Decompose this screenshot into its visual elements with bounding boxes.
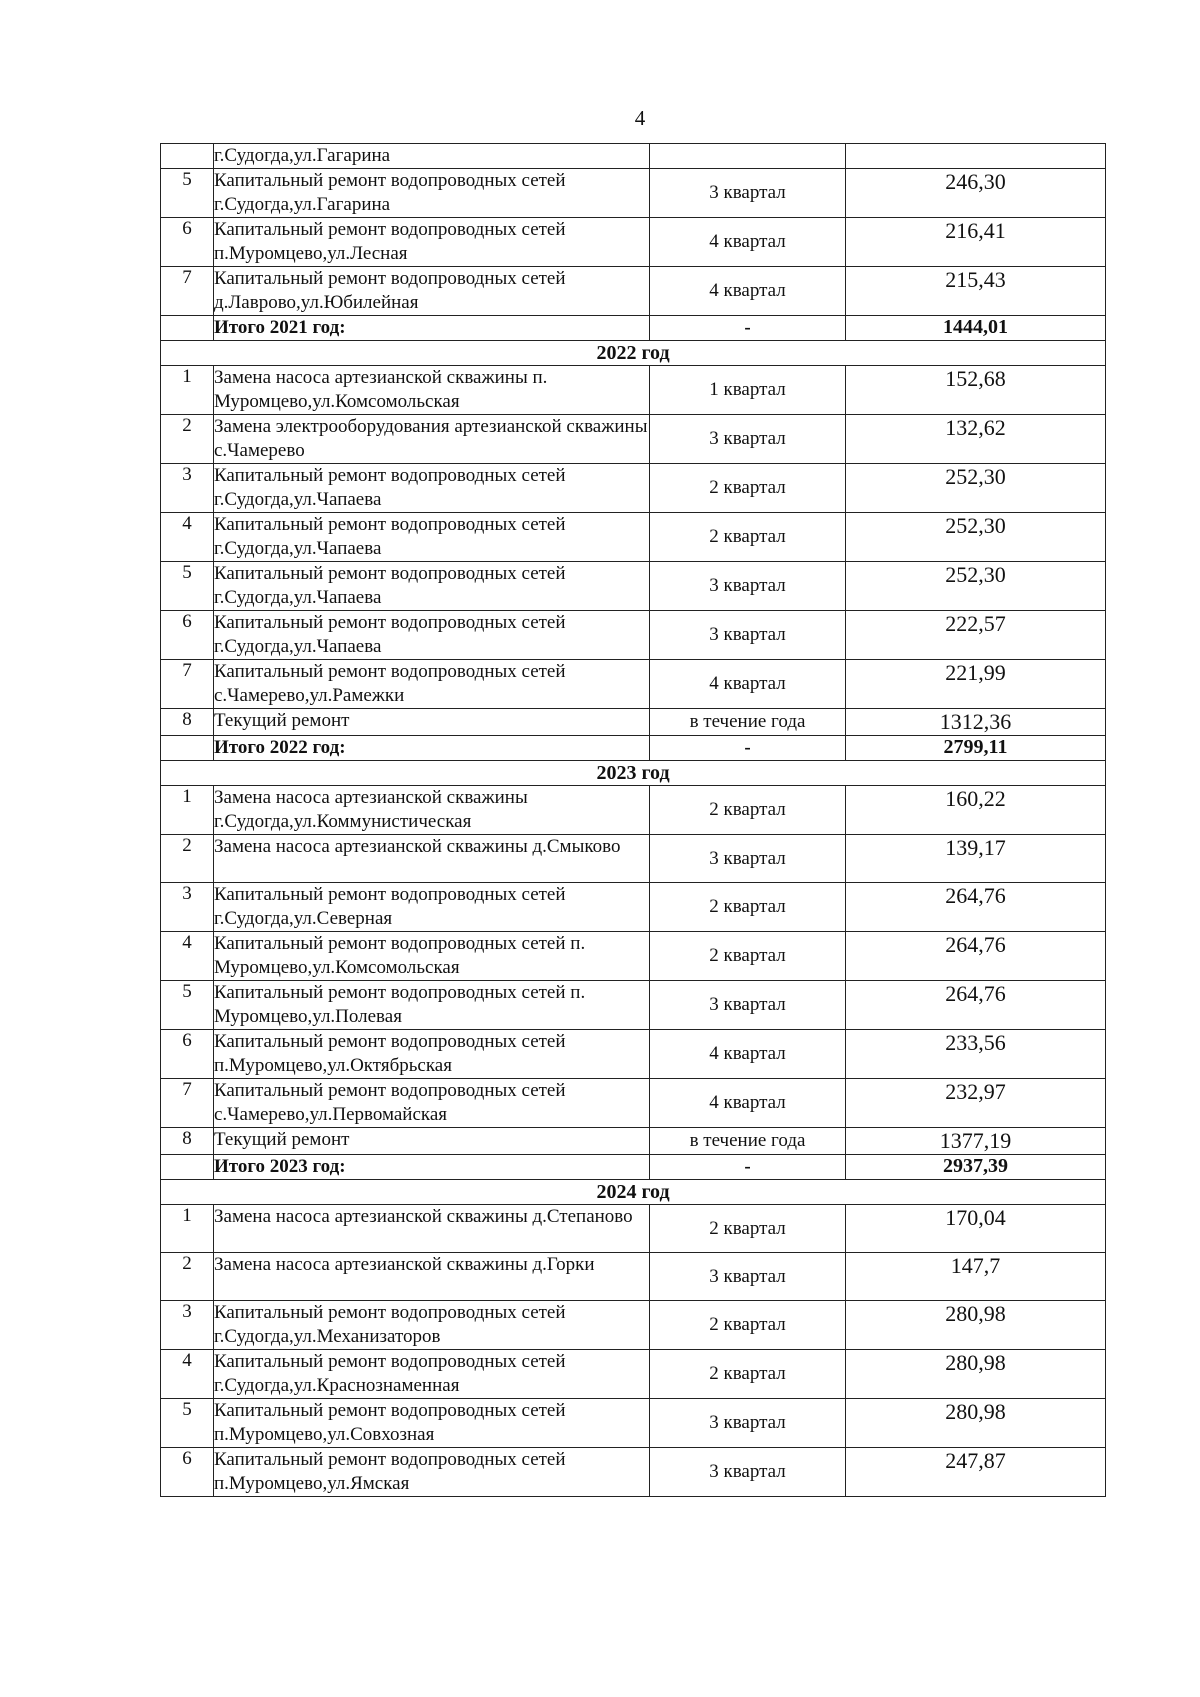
table-row xyxy=(161,981,1106,1030)
work-term: 4 квартал xyxy=(650,218,846,267)
table-row xyxy=(161,932,1106,981)
work-term: 4 квартал xyxy=(650,660,846,709)
work-term: 2 квартал xyxy=(650,513,846,562)
table-row xyxy=(161,611,1106,660)
total-sum: 2799,11 xyxy=(846,736,1106,761)
row-number: 6 xyxy=(161,1030,214,1079)
total-sum: 1444,01 xyxy=(846,316,1106,341)
total-row xyxy=(161,1155,1106,1180)
work-name: Капитальный ремонт водопроводных сетей г.Судогда,ул.Чапаева xyxy=(214,513,650,562)
work-sum: 160,22 xyxy=(846,786,1106,835)
work-sum: 1377,19 xyxy=(846,1128,1106,1155)
year-label: 2022 год xyxy=(161,341,1106,366)
work-name: Замена насоса артезианской скважины д.Степаново xyxy=(214,1205,650,1253)
work-sum xyxy=(846,144,1106,169)
work-term: 2 квартал xyxy=(650,883,846,932)
year-header-row xyxy=(161,341,1106,366)
work-term: 2 квартал xyxy=(650,786,846,835)
table-row xyxy=(161,464,1106,513)
row-number: 6 xyxy=(161,611,214,660)
work-sum: 132,62 xyxy=(846,415,1106,464)
total-label: Итого 2021 год: xyxy=(214,316,650,341)
work-name: Замена насоса артезианской скважины п. Муромцево,ул.Комсомольская xyxy=(214,366,650,415)
work-sum: 170,04 xyxy=(846,1205,1106,1253)
table-row xyxy=(161,169,1106,218)
table-row xyxy=(161,1399,1106,1448)
work-sum: 233,56 xyxy=(846,1030,1106,1079)
work-sum: 232,97 xyxy=(846,1079,1106,1128)
work-sum: 147,7 xyxy=(846,1253,1106,1301)
table-row xyxy=(161,1128,1106,1155)
year-header-row xyxy=(161,761,1106,786)
work-term: 3 квартал xyxy=(650,835,846,883)
table-row xyxy=(161,660,1106,709)
work-name: Капитальный ремонт водопроводных сетей г.Судогда,ул.Чапаева xyxy=(214,562,650,611)
work-name: Капитальный ремонт водопроводных сетей п. Муромцево,ул.Комсомольская xyxy=(214,932,650,981)
work-sum: 280,98 xyxy=(846,1399,1106,1448)
work-term: в течение года xyxy=(650,709,846,736)
work-term: 3 квартал xyxy=(650,981,846,1030)
work-name: Капитальный ремонт водопроводных сетей г.Судогда,ул.Чапаева xyxy=(214,611,650,660)
work-sum: 247,87 xyxy=(846,1448,1106,1497)
work-term: 3 квартал xyxy=(650,611,846,660)
row-number: 8 xyxy=(161,709,214,736)
row-number: 7 xyxy=(161,267,214,316)
row-number xyxy=(161,144,214,169)
work-name: Капитальный ремонт водопроводных сетей г.Судогда,ул.Северная xyxy=(214,883,650,932)
row-number: 3 xyxy=(161,464,214,513)
work-name: Капитальный ремонт водопроводных сетей с.Чамерево,ул.Рамежки xyxy=(214,660,650,709)
table-row xyxy=(161,709,1106,736)
work-term: 4 квартал xyxy=(650,1030,846,1079)
row-number: 1 xyxy=(161,366,214,415)
total-term: - xyxy=(650,736,846,761)
work-term: 3 квартал xyxy=(650,1253,846,1301)
row-number: 2 xyxy=(161,835,214,883)
work-term: 4 квартал xyxy=(650,267,846,316)
work-sum: 280,98 xyxy=(846,1301,1106,1350)
row-number: 2 xyxy=(161,415,214,464)
row-number: 3 xyxy=(161,1301,214,1350)
work-name: Текущий ремонт xyxy=(214,1128,650,1155)
work-term xyxy=(650,144,846,169)
work-name: Капитальный ремонт водопроводных сетей г.Судогда,ул.Краснознаменная xyxy=(214,1350,650,1399)
work-term: 3 квартал xyxy=(650,1399,846,1448)
year-label: 2023 год xyxy=(161,761,1106,786)
total-label: Итого 2023 год: xyxy=(214,1155,650,1180)
work-sum: 264,76 xyxy=(846,883,1106,932)
table-row xyxy=(161,415,1106,464)
table-row xyxy=(161,835,1106,883)
table-row xyxy=(161,883,1106,932)
work-name: Капитальный ремонт водопроводных сетей г.Судогда,ул.Гагарина xyxy=(214,169,650,218)
table-row xyxy=(161,786,1106,835)
row-number: 4 xyxy=(161,1350,214,1399)
work-sum: 280,98 xyxy=(846,1350,1106,1399)
table-row xyxy=(161,366,1106,415)
table-row xyxy=(161,513,1106,562)
page-number: 4 xyxy=(634,106,646,130)
table-row xyxy=(161,1079,1106,1128)
work-term: 3 квартал xyxy=(650,562,846,611)
work-sum: 264,76 xyxy=(846,981,1106,1030)
work-sum: 264,76 xyxy=(846,932,1106,981)
work-sum: 252,30 xyxy=(846,513,1106,562)
work-term: 3 квартал xyxy=(650,169,846,218)
work-name: Текущий ремонт xyxy=(214,709,650,736)
work-sum: 215,43 xyxy=(846,267,1106,316)
table-row xyxy=(161,1350,1106,1399)
work-sum: 222,57 xyxy=(846,611,1106,660)
work-term: 1 квартал xyxy=(650,366,846,415)
work-sum: 246,30 xyxy=(846,169,1106,218)
work-term: 4 квартал xyxy=(650,1079,846,1128)
row-number: 1 xyxy=(161,1205,214,1253)
total-label: Итого 2022 год: xyxy=(214,736,650,761)
work-term: 2 квартал xyxy=(650,464,846,513)
row-number: 5 xyxy=(161,562,214,611)
works-table-body xyxy=(161,144,1106,1497)
total-term: - xyxy=(650,1155,846,1180)
row-number: 7 xyxy=(161,660,214,709)
total-number xyxy=(161,1155,214,1180)
table-row xyxy=(161,144,1106,169)
row-number: 7 xyxy=(161,1079,214,1128)
table-row xyxy=(161,218,1106,267)
row-number: 5 xyxy=(161,169,214,218)
work-sum: 252,30 xyxy=(846,464,1106,513)
work-name: Капитальный ремонт водопроводных сетей п. Муромцево,ул.Полевая xyxy=(214,981,650,1030)
table-row xyxy=(161,1448,1106,1497)
work-term: 2 квартал xyxy=(650,1350,846,1399)
work-name: Капитальный ремонт водопроводных сетей д.Лаврово,ул.Юбилейная xyxy=(214,267,650,316)
table-row xyxy=(161,1030,1106,1079)
row-number: 4 xyxy=(161,932,214,981)
work-term: 3 квартал xyxy=(650,1448,846,1497)
work-name: Капитальный ремонт водопроводных сетей п.Муромцево,ул.Совхозная xyxy=(214,1399,650,1448)
work-term: 2 квартал xyxy=(650,1301,846,1350)
work-name: Замена насоса артезианской скважины д.Горки xyxy=(214,1253,650,1301)
row-number: 5 xyxy=(161,981,214,1030)
row-number: 6 xyxy=(161,1448,214,1497)
row-number: 5 xyxy=(161,1399,214,1448)
work-name: Капитальный ремонт водопроводных сетей г.Судогда,ул.Чапаева xyxy=(214,464,650,513)
work-sum: 221,99 xyxy=(846,660,1106,709)
table-row xyxy=(161,1301,1106,1350)
work-sum: 216,41 xyxy=(846,218,1106,267)
work-name: Капитальный ремонт водопроводных сетей п.Муромцево,ул.Ямская xyxy=(214,1448,650,1497)
work-name: Капитальный ремонт водопроводных сетей г.Судогда,ул.Механизаторов xyxy=(214,1301,650,1350)
work-name: Капитальный ремонт водопроводных сетей с.Чамерево,ул.Первомайская xyxy=(214,1079,650,1128)
table-row xyxy=(161,267,1106,316)
work-term: в течение года xyxy=(650,1128,846,1155)
table-row xyxy=(161,1253,1106,1301)
work-name: Замена насоса артезианской скважины г.Судогда,ул.Коммунистическая xyxy=(214,786,650,835)
table-row xyxy=(161,1205,1106,1253)
total-row xyxy=(161,316,1106,341)
row-number: 2 xyxy=(161,1253,214,1301)
table-row xyxy=(161,562,1106,611)
work-term: 3 квартал xyxy=(650,415,846,464)
work-name: Замена электрооборудования артезианской скважины с.Чамерево xyxy=(214,415,650,464)
work-term: 2 квартал xyxy=(650,1205,846,1253)
work-sum: 152,68 xyxy=(846,366,1106,415)
work-name: Замена насоса артезианской скважины д.Смыково xyxy=(214,835,650,883)
work-sum: 139,17 xyxy=(846,835,1106,883)
row-number: 6 xyxy=(161,218,214,267)
row-number: 4 xyxy=(161,513,214,562)
total-number xyxy=(161,316,214,341)
work-name: Капитальный ремонт водопроводных сетей п.Муромцево,ул.Октябрьская xyxy=(214,1030,650,1079)
year-label: 2024 год xyxy=(161,1180,1106,1205)
total-term: - xyxy=(650,316,846,341)
row-number: 3 xyxy=(161,883,214,932)
work-sum: 252,30 xyxy=(846,562,1106,611)
works-table xyxy=(160,143,1106,1497)
total-row xyxy=(161,736,1106,761)
work-sum: 1312,36 xyxy=(846,709,1106,736)
work-name: г.Судогда,ул.Гагарина xyxy=(214,144,650,169)
row-number: 1 xyxy=(161,786,214,835)
work-term: 2 квартал xyxy=(650,932,846,981)
row-number: 8 xyxy=(161,1128,214,1155)
total-sum: 2937,39 xyxy=(846,1155,1106,1180)
total-number xyxy=(161,736,214,761)
work-name: Капитальный ремонт водопроводных сетей п.Муромцево,ул.Лесная xyxy=(214,218,650,267)
year-header-row xyxy=(161,1180,1106,1205)
